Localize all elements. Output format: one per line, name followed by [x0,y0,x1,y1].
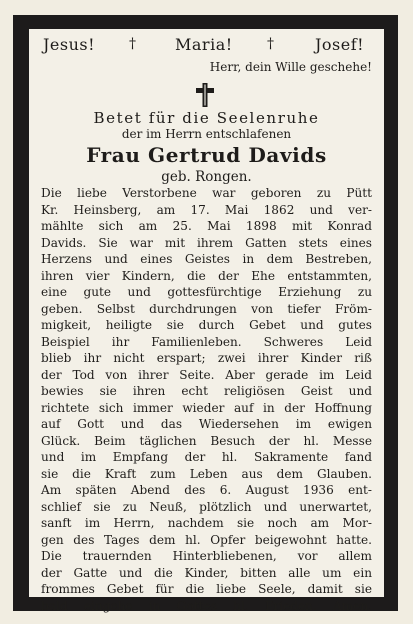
text-line: Beispiel ihr Familienleben. Schweres Leid [41,334,372,349]
text-line: bewies sie ihren echt religiösen Geist und [41,384,372,398]
invocation-maria: Maria! [175,35,233,54]
text-line: Davids. Sie war mit ihrem Gatten stets eines [41,235,372,250]
dagger-cross-icon: † [267,36,275,52]
card-text-area [29,29,384,613]
text-line: der Tod von ihrer Seite. Aber gerade im Leid [41,367,372,382]
text-line: eine gute und gottesfürchtige Erziehung zu [41,285,372,299]
heading-deceased: der im Herrn entschlafenen [121,127,292,141]
text-line: bald eingehe in Gottes hl. Frieden. Amen. [41,598,372,613]
text-line: migkeit, heiligte sie durch Gebet und gutes [41,318,372,332]
biography-text [41,185,372,614]
dagger-cross-icon: † [129,36,137,52]
text-line: Kr. Heinsberg, am 17. Mai 1862 und ver- [41,202,372,217]
text-line: mählte sich am 25. Mai 1898 mit Konrad [41,219,372,233]
text-line: Glück. Beim täglichen Besuch der hl. Messe [41,433,372,448]
text-line: ihren vier Kindern, die der Ehe entstammten, [41,268,372,283]
text-line: auf Gott und das Wiedersehen im ewigen [41,417,372,431]
text-line: Am späten Abend des 6. August 1936 ent- [41,483,372,497]
text-line: blieb ihr nicht erspart; zwei ihrer Kinder riß [41,351,372,365]
text-line: Herzens und eines Geistes in dem Bestreben, [41,252,372,266]
text-line: gen des Tages dem hl. Opfer beigewohnt hatte. [41,532,372,547]
text-line: schlief sie zu Neuß, plötzlich und unerwartet, [41,499,372,514]
text-line: richtete sich immer wieder auf in der Hoffnung [41,400,372,415]
text-line: der Gatte und die Kinder, bitten alle um ein [41,565,372,580]
text-line: geben. Selbst durchdrungen von tiefer Fröm- [41,301,372,316]
invocation-jesus: Jesus! [43,35,96,54]
heading-pray: Betet für die Seelenruhe [93,109,320,127]
invocation-josef: Josef! [315,35,365,54]
deceased-name: Frau Gertrud Davids [86,143,327,167]
birth-name: geb. Rongen. [161,169,252,185]
text-line: und im Empfang der hl. Sakramente fand [41,450,372,464]
text-line: Die liebe Verstorbene war geboren zu Pütt [41,186,372,200]
prayer-line: Herr, dein Wille geschehe! [209,60,372,74]
text-line: sanft im Herrn, nachdem sie noch am Mor- [41,516,372,530]
invocation-line [29,35,384,57]
text-line: frommes Gebet für die liebe Seele, damit sie [41,582,372,596]
text-line: Die trauernden Hinterbliebenen, vor allem [41,549,372,563]
text-line: sie die Kraft zum Leben aus dem Glauben. [41,466,372,481]
cross-icon [194,82,216,108]
